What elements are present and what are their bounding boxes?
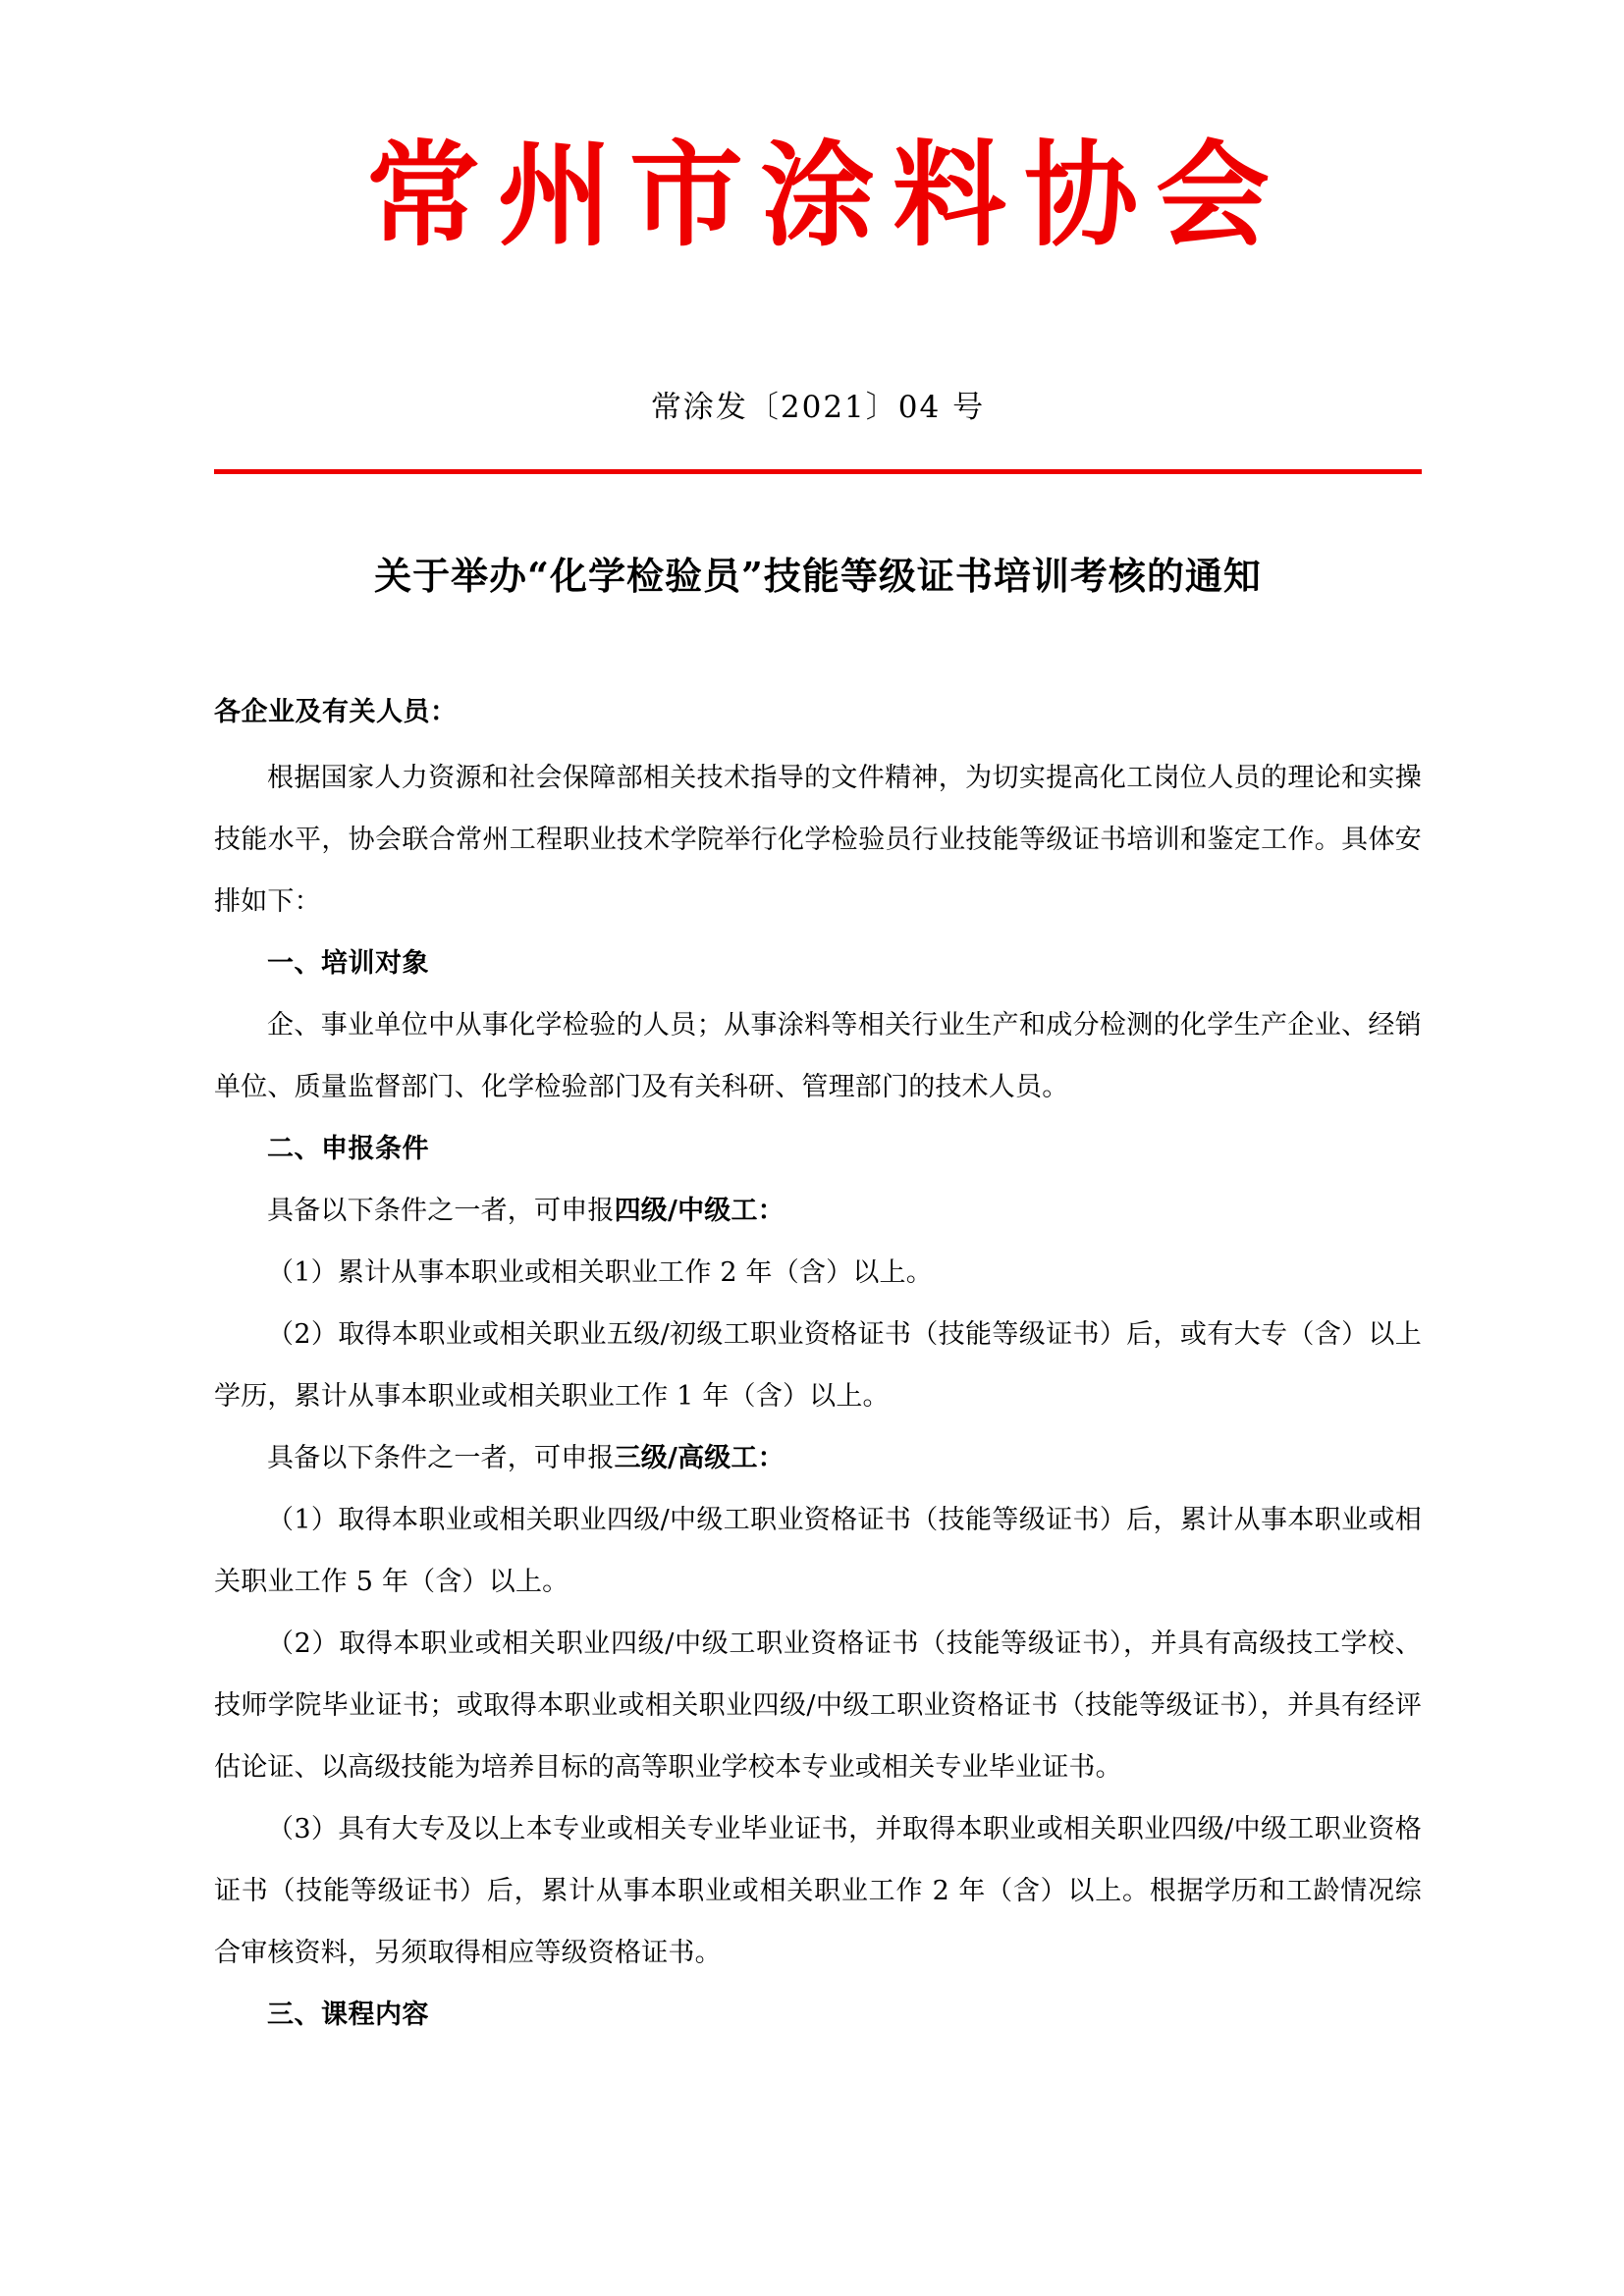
section-heading-3: 三、课程内容 <box>267 2000 429 2031</box>
mid-level-item-1: （1）累计从事本职业或相关职业工作 2 年（含）以上。 <box>267 1257 933 1289</box>
salutation: 各企业及有关人员： <box>214 697 458 727</box>
high-level-lead-suffix: ： <box>757 1443 785 1474</box>
page-title: 关于举办“化学检验员”技能等级证书培训考核的通知 <box>374 554 1262 598</box>
document-body <box>214 687 1422 2046</box>
section-heading-1: 一、培训对象 <box>267 948 429 980</box>
high-level-emphasis: 三级/高级工 <box>614 1443 758 1474</box>
intro-paragraph: 根据国家人力资源和社会保障部相关技术指导的文件精神，为切实提高化工岗位人员的理论和实操技能水平，协会联合常州工程职业技术学院举行化学检验员行业技能等级证书培训和鉴定工作。具体安排如下： <box>214 763 1422 918</box>
masthead <box>214 129 1422 262</box>
section-heading-2: 二、申报条件 <box>267 1134 429 1165</box>
high-level-item-3: （3）具有大专及以上本专业或相关专业毕业证书，并取得本职业或相关职业四级/中级工职业资格证书（技能等级证书）后，累计从事本职业或相关职业工作 2 年（含）以上。根据学历和工龄情况综合审核资料，另须取得相应等级资格证书。 <box>214 1814 1422 1969</box>
high-level-item-2: （2）取得本职业或相关职业四级/中级工职业资格证书（技能等级证书），并具有高级技工学校、技师学院毕业证书；或取得本职业或相关职业四级/中级工职业资格证书（技能等级证书），并具有经评估论证、以高级技能为培养目标的高等职业学校本专业或相关专业毕业证书。 <box>214 1629 1422 1784</box>
mid-level-item-2: （2）取得本职业或相关职业五级/初级工职业资格证书（技能等级证书）后，或有大专（含）以上学历，累计从事本职业或相关职业工作 1 年（含）以上。 <box>214 1319 1422 1413</box>
organization-title: 常州市涂料协会 <box>366 129 1287 262</box>
high-level-lead-prefix: 具备以下条件之一者，可申报 <box>267 1443 615 1474</box>
document-number: 常涂发〔2021〕04 号 <box>650 390 986 425</box>
mid-level-lead-prefix: 具备以下条件之一者，可申报 <box>267 1196 615 1227</box>
high-level-lead <box>214 1427 1422 1489</box>
mid-level-lead <box>214 1180 1422 1242</box>
mid-level-lead-suffix: ： <box>757 1196 785 1227</box>
mid-level-emphasis: 四级/中级工 <box>614 1196 758 1227</box>
header-red-rule <box>214 469 1422 474</box>
high-level-item-1: （1）取得本职业或相关职业四级/中级工职业资格证书（技能等级证书）后，累计从事本职业或相关职业工作 5 年（含）以上。 <box>214 1505 1422 1598</box>
section-1-paragraph: 企、事业单位中从事化学检验的人员；从事涂料等相关行业生产和成分检测的化学生产企业、经销单位、质量监督部门、化学检验部门及有关科研、管理部门的技术人员。 <box>214 1010 1422 1103</box>
